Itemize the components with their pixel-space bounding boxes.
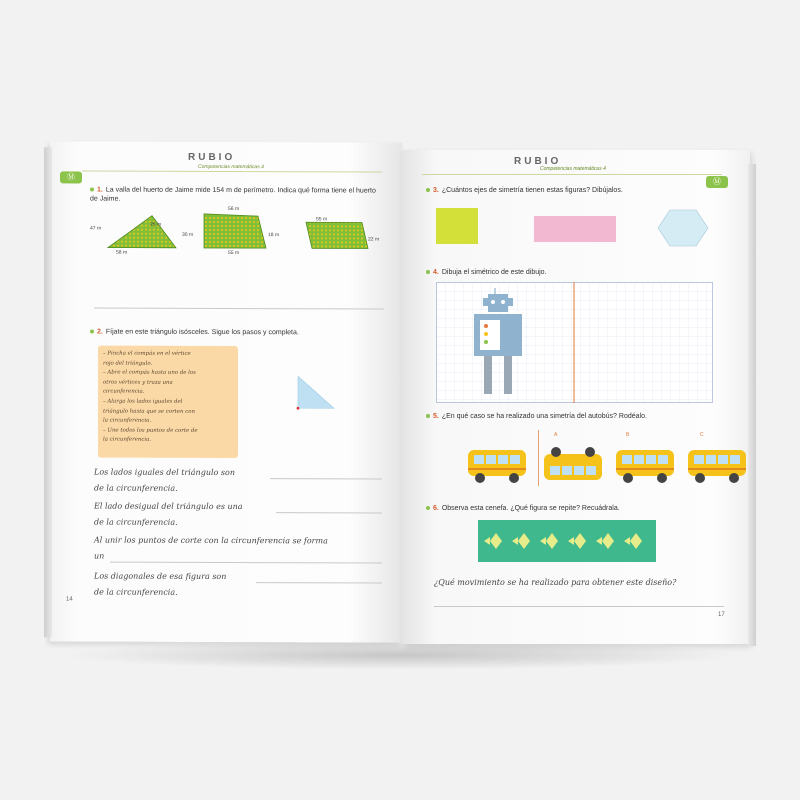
triangle-garden: [108, 216, 176, 248]
question-4: [426, 268, 726, 277]
q1-shapes: [80, 207, 410, 260]
step-line: otros vértices y traza una: [103, 379, 173, 386]
step-line: la circunferencia.: [103, 417, 152, 424]
bus-option-c: [688, 450, 746, 483]
bullet-dot: [90, 330, 94, 334]
question-number: 6.: [433, 505, 439, 512]
section-badge: Ⓜ: [706, 176, 728, 188]
trapezoid-label-bottom: 55 m: [228, 250, 240, 257]
option-b-label: B: [626, 432, 630, 438]
question-number: 4.: [433, 269, 439, 276]
parallelogram-label-right: 22 m: [368, 236, 380, 243]
question-6: [426, 504, 726, 513]
question-3: [426, 186, 726, 195]
brand-subtitle: Competencias matemáticas 4: [540, 166, 606, 172]
step-line: – Pincha el compás en el vértice: [103, 350, 191, 357]
blank-1[interactable]: [270, 478, 382, 479]
option-a-label: A: [554, 432, 558, 438]
right-page-edge: [748, 164, 756, 646]
question-text: ¿Cuántos ejes de simetría tienen estas figuras? Dibújalos.: [441, 187, 623, 194]
triangle-label-right: 25 m: [150, 221, 162, 228]
bullet-dot: [426, 188, 430, 192]
bus-original: [468, 450, 526, 483]
q3-shapes: [432, 204, 732, 248]
blank-3[interactable]: [110, 562, 382, 564]
brand-logo: RUBIO: [188, 151, 236, 164]
fill-line-4: de la circunferencia.: [94, 517, 178, 527]
fill-line-5: Al unir los puntos de corte con la circunferencia se forma: [94, 535, 328, 546]
question-number: 3.: [433, 187, 439, 194]
question-text: ¿En qué caso se ha realizado una simetría del autobús? Rodéalo.: [441, 413, 647, 420]
frieze-pattern[interactable]: [478, 520, 658, 564]
step-line: – Abre el compás hasta uno de los: [103, 369, 196, 377]
bus-option-b: [616, 450, 674, 483]
isosceles-triangle: [294, 372, 344, 412]
question-number: 2.: [97, 328, 103, 336]
triangle-label-left: 47 m: [90, 225, 102, 232]
header-rule: [422, 174, 722, 175]
fill-line-6: un: [94, 551, 105, 561]
trapezoid-label-left: 30 m: [182, 231, 194, 238]
question-text: La valla del huerto de Jaime mide 154 m de perímetro. Indica qué forma tiene el huerto de Jaime.: [90, 186, 376, 203]
left-page-edge: [44, 147, 52, 637]
step-line: circunferencia.: [103, 388, 145, 396]
bullet-dot: [426, 270, 430, 274]
blank-2[interactable]: [276, 512, 382, 513]
brand-subtitle: Competencias matemáticas 4: [198, 163, 264, 171]
step-line: – Alarga los lados iguales del: [103, 398, 183, 405]
step-line: rojo del triángulo.: [103, 360, 153, 367]
fill-line-3: El lado desigual del triángulo es una: [94, 501, 243, 512]
bus-options[interactable]: [542, 442, 762, 492]
answer-line-q1[interactable]: [94, 308, 384, 310]
option-c-label: C: [700, 432, 704, 438]
blue-hexagon: [658, 210, 708, 246]
header-rule: [82, 170, 382, 172]
step-line: triángulo hasta que se corten con: [103, 408, 195, 415]
bullet-dot: [90, 188, 94, 192]
q6-question: ¿Qué movimiento se ha realizado para obtener este diseño?: [434, 578, 677, 587]
steps-box: [98, 346, 238, 458]
trapezoid-label-top: 56 m: [228, 206, 240, 213]
triangle-label-bottom: 58 m: [116, 249, 128, 256]
fill-line-2: de la circunferencia.: [94, 483, 178, 493]
question-text: Fíjate en este triángulo isósceles. Sigue los pasos y completa.: [105, 328, 299, 337]
parallelogram-label-top: 55 m: [316, 216, 328, 223]
question-2: [90, 328, 380, 338]
parallelogram-garden: [306, 222, 368, 248]
fill-line-1: Los lados iguales del triángulo son: [94, 467, 235, 478]
robot-grid[interactable]: [436, 282, 714, 404]
red-vertex: [297, 407, 300, 410]
fill-line-7: Los diagonales de esa figura son: [94, 571, 227, 582]
step-line: – Une todos los puntos de corte de: [103, 427, 198, 434]
section-badge: Ⓜ: [60, 171, 82, 183]
yellow-square: [436, 208, 478, 244]
trapezoid-garden: [204, 214, 266, 248]
pink-rectangle: [534, 216, 616, 242]
question-1: [90, 186, 380, 205]
brand-logo: RUBIO: [514, 156, 562, 167]
question-text: Observa esta cenefa. ¿Qué figura se repite? Recuádrala.: [441, 505, 620, 512]
blank-4[interactable]: [256, 582, 382, 583]
trapezoid-label-right: 18 m: [268, 232, 280, 239]
question-text: Dibuja el simétrico de este dibujo.: [441, 269, 547, 276]
bullet-dot: [426, 506, 430, 510]
question-number: 1.: [97, 186, 103, 194]
question-5: [426, 412, 726, 421]
page-number-right: 17: [718, 612, 725, 618]
left-page: [50, 141, 402, 642]
fill-line-8: de la circunferencia.: [94, 587, 178, 597]
right-page: [402, 150, 750, 644]
bus-option-a: [544, 447, 602, 480]
page-number-left: 14: [66, 596, 73, 603]
open-workbook: [50, 142, 750, 652]
step-line: la circunferencia.: [103, 436, 152, 444]
question-number: 5.: [433, 413, 439, 420]
bullet-dot: [426, 414, 430, 418]
answer-line-q6[interactable]: [434, 606, 724, 607]
